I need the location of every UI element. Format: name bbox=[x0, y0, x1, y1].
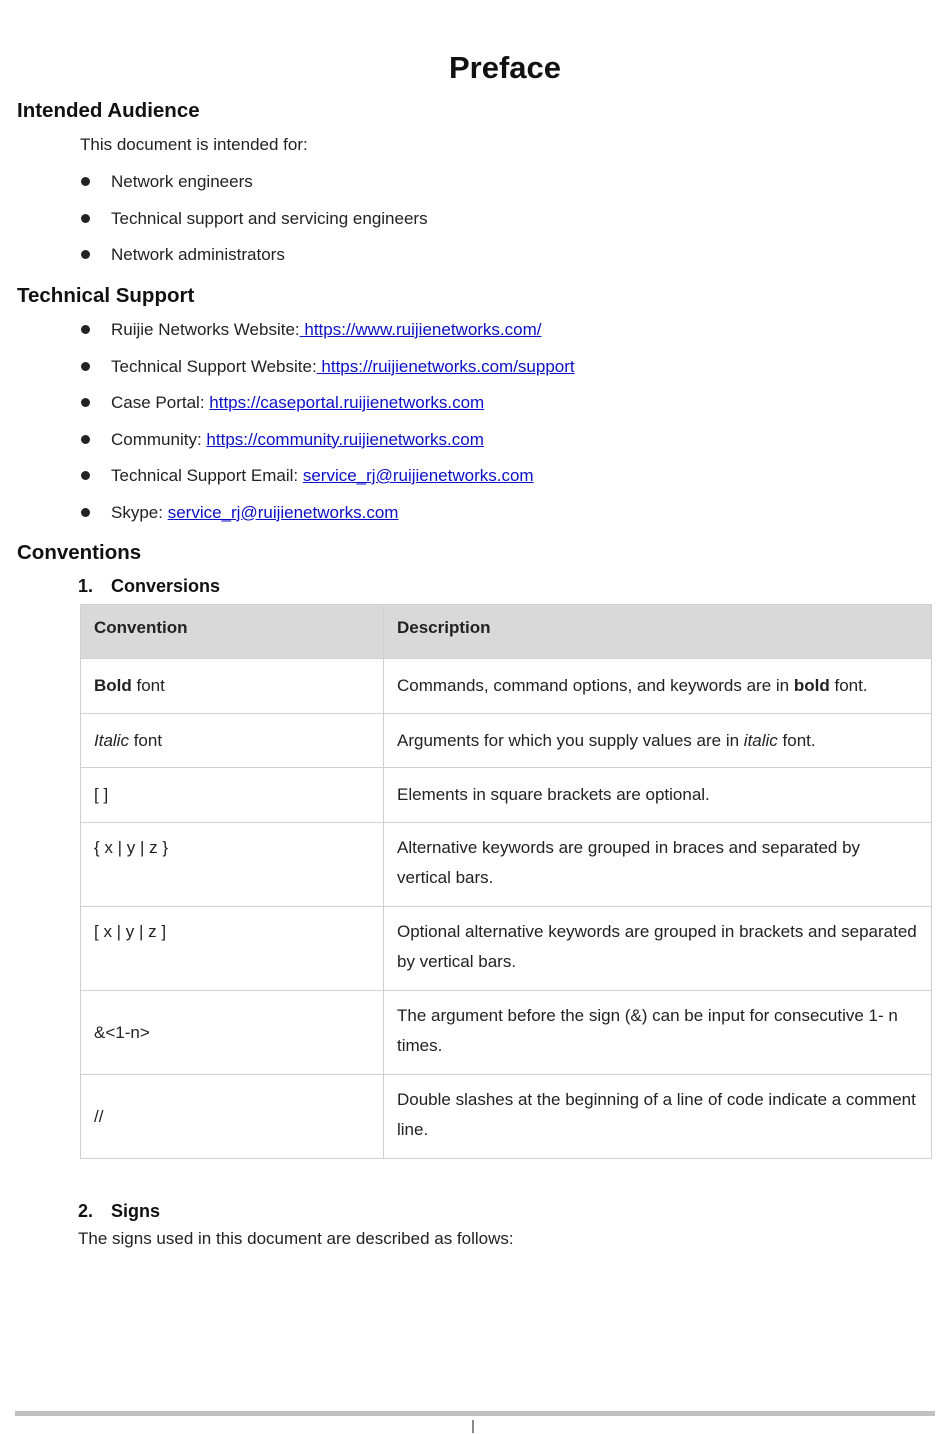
support-label: Technical Support Website: bbox=[111, 356, 317, 376]
convention-cell: [ ] bbox=[81, 768, 384, 823]
list-item bbox=[80, 320, 575, 357]
support-list bbox=[80, 320, 575, 539]
description-cell: Double slashes at the beginning of a line of code indicate a comment line. bbox=[384, 1075, 932, 1159]
description-cell: Elements in square brackets are optional. bbox=[384, 768, 932, 823]
list-item bbox=[80, 357, 575, 394]
website-link[interactable]: https://www.ruijienetworks.com/ bbox=[299, 320, 542, 339]
footer-divider bbox=[15, 1411, 935, 1416]
community-link[interactable]: https://community.ruijienetworks.com bbox=[206, 429, 484, 449]
list-item bbox=[80, 466, 575, 503]
bullet-icon bbox=[81, 471, 90, 480]
convention-cell: { x | y | z } bbox=[81, 823, 384, 907]
support-label: Case Portal: bbox=[111, 393, 210, 412]
section-heading-audience: Intended Audience bbox=[17, 99, 200, 122]
support-label: Community: bbox=[111, 429, 207, 449]
subsection-heading-conversions: 1. Conversions bbox=[78, 576, 221, 596]
table-row bbox=[81, 823, 932, 907]
convention-cell: // bbox=[81, 1075, 384, 1159]
page-number-marker bbox=[472, 1420, 474, 1433]
case-portal-link[interactable]: https://caseportal.ruijienetworks.com bbox=[209, 393, 485, 412]
table-row bbox=[81, 907, 932, 991]
bullet-icon bbox=[81, 508, 90, 517]
bullet-icon bbox=[81, 325, 90, 334]
description-cell: Commands, command options, and keywords are in bold font. bbox=[384, 659, 932, 714]
page-title: Preface bbox=[448, 50, 562, 85]
description-cell: Arguments for which you supply values are in italic font. bbox=[384, 714, 932, 768]
bullet-icon bbox=[81, 214, 90, 223]
bullet-icon bbox=[81, 362, 90, 371]
description-cell: Alternative keywords are grouped in braces and separated by vertical bars. bbox=[384, 823, 932, 907]
convention-cell: Bold font bbox=[81, 659, 384, 714]
support-website-link[interactable]: https://ruijienetworks.com/support bbox=[316, 356, 575, 376]
support-label: Skype: bbox=[111, 502, 168, 522]
audience-list bbox=[80, 172, 428, 282]
column-header: Convention bbox=[81, 605, 384, 659]
description-cell: Optional alternative keywords are grouped in brackets and separated by vertical bars. bbox=[384, 907, 932, 991]
list-item bbox=[80, 430, 575, 467]
section-heading-support: Technical Support bbox=[17, 284, 195, 307]
table-header-row bbox=[81, 605, 932, 659]
support-email-link[interactable]: service_rj@ruijienetworks.com bbox=[302, 466, 534, 485]
table-row bbox=[81, 714, 932, 768]
bullet-icon bbox=[81, 435, 90, 444]
convention-cell: &<1-n> bbox=[81, 991, 384, 1075]
list-item: Technical support and servicing engineers bbox=[80, 209, 428, 246]
column-header: Description bbox=[384, 605, 932, 659]
signs-intro: The signs used in this document are described as follows: bbox=[78, 1229, 514, 1248]
skype-link[interactable]: service_rj@ruijienetworks.com bbox=[167, 502, 399, 522]
bullet-icon bbox=[81, 398, 90, 407]
convention-cell: Italic font bbox=[81, 714, 384, 768]
list-item: Network administrators bbox=[80, 245, 428, 282]
conventions-table bbox=[80, 604, 932, 1159]
support-label: Ruijie Networks Website: bbox=[111, 320, 300, 339]
table-row bbox=[81, 1075, 932, 1159]
table-row bbox=[81, 659, 932, 714]
bullet-icon bbox=[81, 177, 90, 186]
subsection-heading-signs: 2. Signs bbox=[78, 1201, 161, 1221]
audience-intro: This document is intended for: bbox=[80, 135, 308, 154]
support-label: Technical Support Email: bbox=[111, 466, 303, 485]
bullet-icon bbox=[81, 250, 90, 259]
list-item bbox=[80, 393, 575, 430]
list-item bbox=[80, 503, 575, 540]
table-row bbox=[81, 991, 932, 1075]
section-heading-conventions: Conventions bbox=[17, 541, 142, 564]
description-cell: The argument before the sign (&) can be input for consecutive 1- n times. bbox=[384, 991, 932, 1075]
convention-cell: [ x | y | z ] bbox=[81, 907, 384, 991]
list-item: Network engineers bbox=[80, 172, 428, 209]
table-row bbox=[81, 768, 932, 823]
